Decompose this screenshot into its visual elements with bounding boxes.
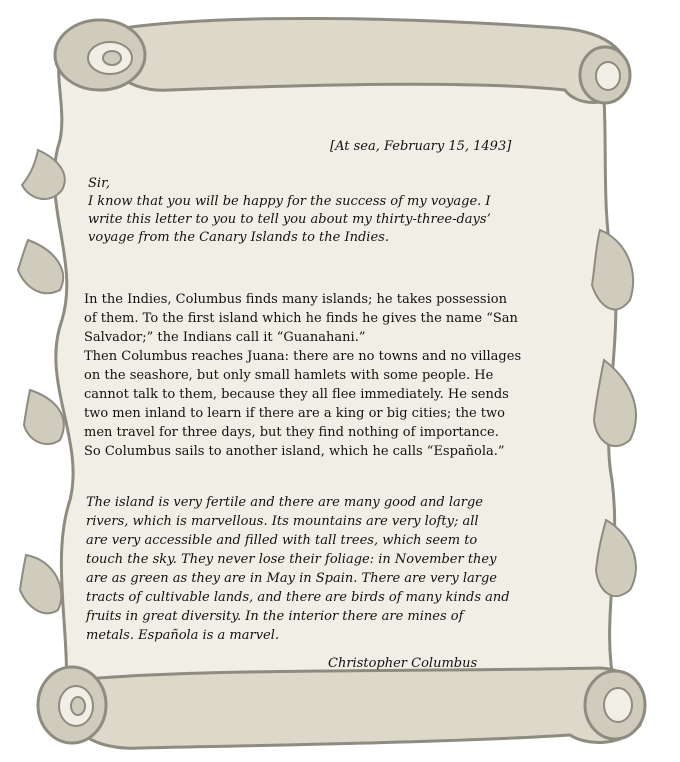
narrative-line: two men inland to learn if there are a king or big cities; the two xyxy=(84,406,505,421)
salutation-line: Sir, xyxy=(88,176,110,191)
narrative-line: cannot talk to them, because they all flee immediately. He sends xyxy=(84,387,509,402)
narrative-line: men travel for three days, but they find nothing of importance. xyxy=(84,425,499,440)
narrative-line: In the Indies, Columbus finds many islands; he takes possession xyxy=(84,292,507,307)
letter-salutation xyxy=(88,175,518,247)
description-line: are very accessible and filled with tall trees, which seem to xyxy=(86,533,478,548)
narrative-line: Then Columbus reaches Juana: there are no towns and no villages xyxy=(84,349,522,364)
bottom-roll-curl-left-inner xyxy=(71,697,85,715)
left-edge-shade xyxy=(20,555,61,613)
salutation-line: voyage from the Canary Islands to the Indies. xyxy=(88,230,389,245)
right-edge-shade xyxy=(592,230,633,309)
letter-signature: Christopher Columbus xyxy=(328,656,478,671)
narrative-line: So Columbus sails to another island, which he calls “Española.” xyxy=(84,444,505,459)
top-roll-curl-right xyxy=(596,62,620,90)
top-roll-curl-left-inner xyxy=(103,51,121,65)
description-line: rivers, which is marvellous. Its mountains are very lofty; all xyxy=(86,514,479,529)
description-line: The island is very fertile and there are many good and large xyxy=(86,495,483,510)
left-edge-shade xyxy=(24,390,64,444)
narrative-paragraph xyxy=(84,290,564,461)
narrative-line: of them. To the first island which he finds he gives the name “San xyxy=(84,311,518,326)
bottom-roll xyxy=(70,668,644,748)
salutation-line: write this letter to you to tell you about my thirty-three-days’ xyxy=(88,212,491,227)
narrative-line: Salvador;” the Indians call it “Guanahani.” xyxy=(84,330,366,345)
narrative-line: on the seashore, but only small hamlets with some people. He xyxy=(84,368,494,383)
description-line: fruits in great diversity. In the interior there are mines of xyxy=(86,609,464,624)
description-line: metals. Española is a marvel. xyxy=(86,628,280,643)
left-edge-shade xyxy=(18,240,63,293)
bottom-roll-curl-right xyxy=(604,688,632,722)
description-line: tracts of cultivable lands, and there are birds of many kinds and xyxy=(86,590,510,605)
letter-dateline: [At sea, February 15, 1493] xyxy=(330,139,512,154)
description-line: are as green as they are in May in Spain. There are very large xyxy=(86,571,497,586)
salutation-line: I know that you will be happy for the success of my voyage. I xyxy=(88,194,491,209)
description-line: touch the sky. They never lose their foliage: in November they xyxy=(86,552,497,567)
island-description-paragraph xyxy=(86,493,526,645)
